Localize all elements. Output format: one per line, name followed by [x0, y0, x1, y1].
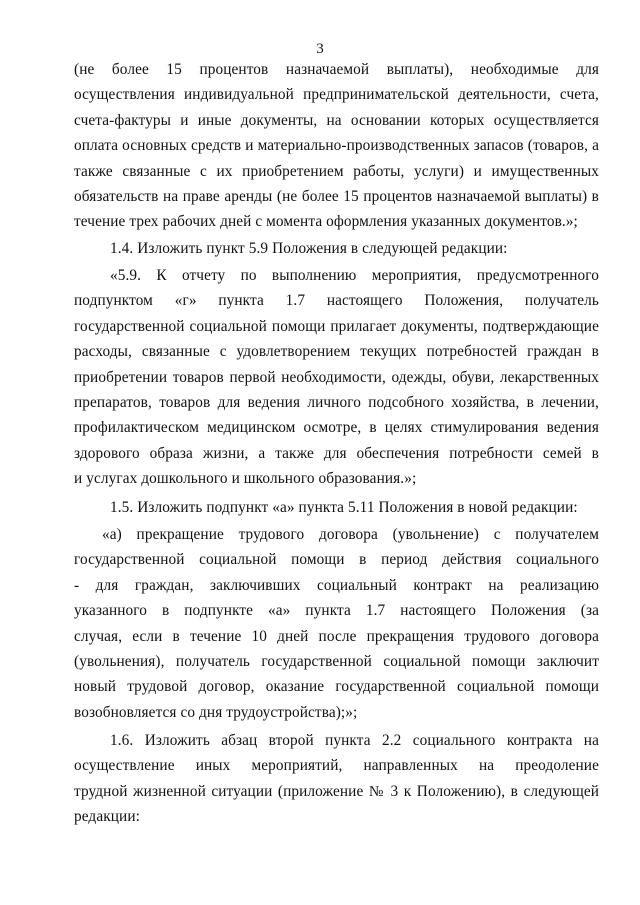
text-line: возобновляется со дня трудоустройства);»; — [74, 703, 358, 721]
text-line: подпунктом «г» пункта 1.7 настоящего Положения, получатель — [74, 292, 599, 310]
text-line: течение трех рабочих дней с момента оформления указанных документов.»; — [74, 213, 578, 231]
text-line: расходы, связанные с удовлетворением текущих потребностей граждан в — [74, 343, 599, 361]
paragraph-5-9 — [74, 263, 599, 492]
text-line: «а) прекращение трудового договора (увольнение) с получателем — [102, 526, 599, 543]
text-line: оплата основных средств и материально-производственных запасов (товаров, а — [74, 137, 599, 155]
text-line: и услугах дошкольного и школьного образования.»; — [74, 470, 417, 488]
text-line: препаратов, товаров для ведения личного подсобного хозяйства, в лечении, — [74, 393, 599, 411]
text-line: «5.9. К отчету по выполнению мероприятия, предусмотренного — [110, 267, 599, 284]
text-line: случая, если в течение 10 дней после прекращения трудового договора — [74, 627, 599, 645]
text-line: - для граждан, заключивших социальный контракт на реализацию — [74, 576, 599, 594]
text-line: 1.4. Изложить пункт 5.9 Положения в следующей редакции: — [110, 240, 508, 257]
text-line: государственной социальной помощи в период действия социального — [74, 551, 599, 569]
text-line: трудной жизненной ситуации (приложение № 3 к Положению), в следующей — [74, 782, 599, 800]
text-line: (увольнения), получатель государственной социальной помощи заключит — [74, 652, 599, 670]
text-line: (не более 15 процентов назначаемой выплаты), необходимые для — [74, 61, 599, 78]
text-line: обязательств на праве аренды (не более 15 процентов назначаемой выплаты) в — [74, 187, 599, 205]
text-line: новый трудовой договор, оказание государственной социальной помощи — [74, 678, 599, 696]
text-line: осуществления индивидуальной предпринимательской деятельности, счета, — [74, 86, 599, 104]
paragraph-1-5 — [74, 495, 599, 520]
paragraph-1-6 — [74, 728, 599, 830]
paragraph-1-4 — [74, 236, 599, 261]
page-number: 3 — [316, 41, 324, 57]
text-line: редакции: — [74, 808, 140, 826]
text-line: профилактическом медицинском осмотре, в целях стимулирования ведения — [74, 419, 599, 437]
text-line: государственной социальной помощи прилагает документы, подтверждающие — [74, 317, 599, 335]
text-line: осуществление иных мероприятий, направленных на преодоление — [74, 757, 599, 775]
text-line: счета-фактуры и иные документы, на основании которых осуществляется — [74, 111, 599, 129]
text-line: здорового образа жизни, а также для обеспечения потребности семей в — [74, 444, 599, 462]
text-line: 1.6. Изложить абзац второй пункта 2.2 социального контракта на — [110, 732, 599, 749]
text-line: приобретении товаров первой необходимости, одежды, обуви, лекарственных — [74, 368, 599, 386]
text-line: 1.5. Изложить подпункт «а» пункта 5.11 Положения в новой редакции: — [110, 499, 578, 516]
paragraph-subpoint-a — [74, 522, 599, 725]
paragraph-continuation — [74, 57, 599, 235]
text-line: указанного в подпункте «а» пункта 1.7 настоящего Положения (за — [74, 602, 599, 620]
text-line: также связанные с их приобретением работы, услуги) и имущественных — [74, 162, 599, 180]
